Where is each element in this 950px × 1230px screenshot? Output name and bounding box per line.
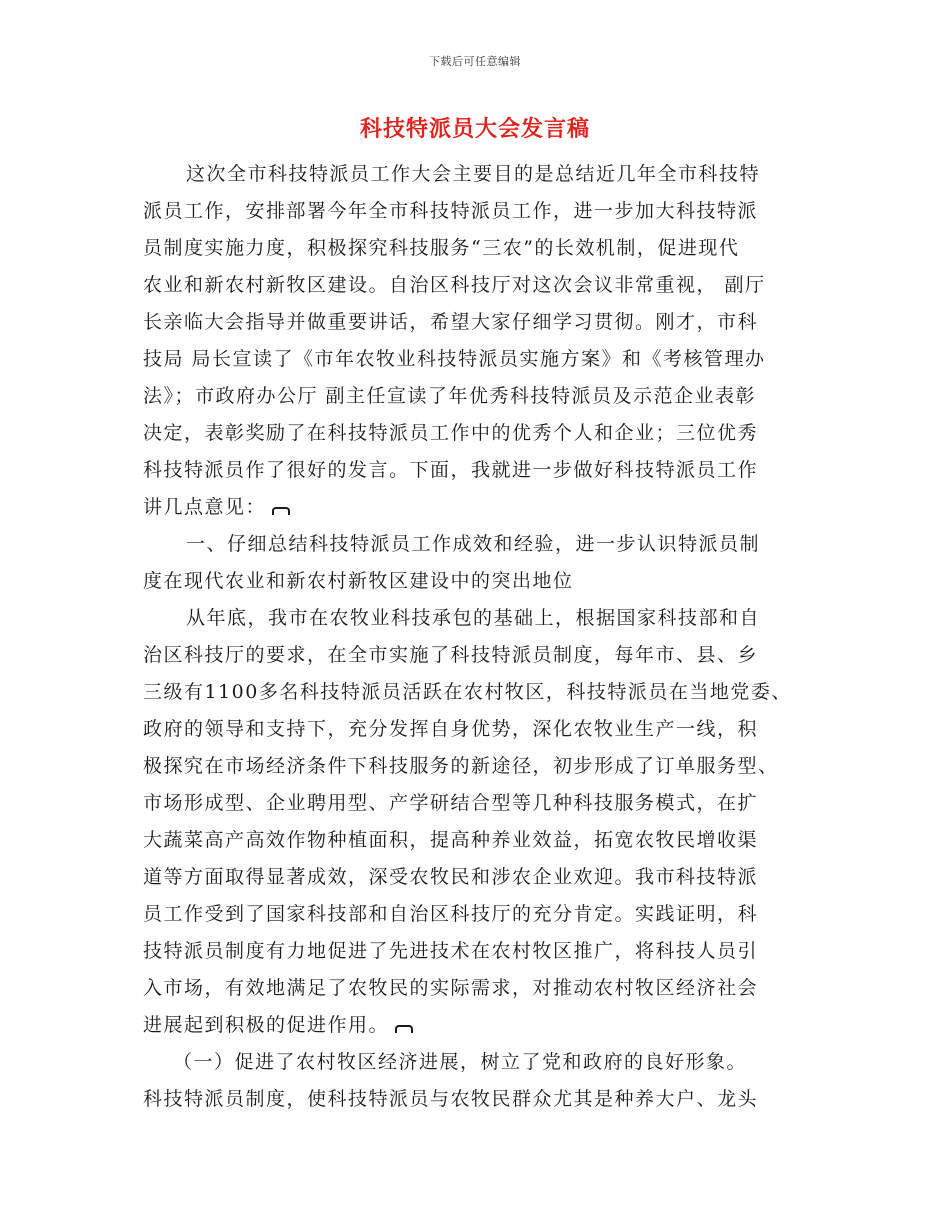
text-line: 员制度实施力度，积极探究科技服务“三农”的长效机制，促进现代 [143, 237, 740, 259]
text-line: 决定，表彰奖励了在科技特派员工作中的优秀个人和企业；三位优秀 [143, 422, 759, 444]
paragraph-return-mark-icon [395, 1025, 413, 1033]
text-line: 员工作受到了国家科技部和自治区科技厅的充分肯定。实践证明，科 [143, 903, 759, 925]
text-line: 治区科技厅的要求，在全市实施了科技特派员制度，每年市、县、乡 [143, 644, 759, 666]
document-title: 科技特派员大会发言稿 [359, 116, 590, 142]
text-line: 讲几点意见： [143, 496, 267, 518]
text-line: 技局 局长宣读了《市年农牧业科技特派员实施方案》和《考核管理办 [143, 348, 766, 370]
text-line: 入市场，有效地满足了农牧民的实际需求，对推动农村牧区经济社会 [143, 977, 759, 999]
text-line-with-mark [143, 489, 808, 526]
text-line: 道等方面取得显著成效，深受农牧民和涉农企业欢迎。我市科技特派 [143, 866, 759, 888]
section-heading-line: 度在现代农业和新农村新牧区建设中的突出地位 [143, 570, 574, 592]
text-line: 派员工作，安排部署今年全市科技特派员工作，进一步加大科技特派 [143, 200, 759, 222]
text-line: 法》；市政府办公厅 副主任宣读了年优秀科技特派员及示范企业表彰 [143, 385, 757, 407]
paragraph-return-mark-icon [272, 507, 290, 515]
text-line: 科技特派员作了很好的发言。下面，我就进一步做好科技特派员工作 [143, 459, 759, 481]
text-line: 技特派员制度有力地促进了先进技术在农村牧区推广，将科技人员引 [143, 940, 759, 962]
text-line: 市场形成型、企业聘用型、产学研结合型等几种科技服务模式，在扩 [143, 792, 759, 814]
page-header-note: 下载后可任意编辑 [429, 55, 521, 68]
text-line: 进展起到积极的促进作用。 [143, 1014, 390, 1036]
text-line: 政府的领导和支持下，充分发挥自身优势，深化农牧业生产一线，积 [143, 718, 759, 740]
section-heading-line: 一、仔细总结科技特派员工作成效和经验，进一步认识特派员制 [186, 533, 761, 555]
text-line: 农业和新农村新牧区建设。自治区科技厅对这次会议非常重视， 副厅 [143, 274, 766, 296]
text-line: 长亲临大会指导并做重要讲话，希望大家仔细学习贯彻。刚才，市科 [143, 311, 759, 333]
text-line: 三级有1100多名科技特派员活跃在农村牧区，科技特派员在当地党委、 [143, 681, 792, 703]
text-line: 这次全市科技特派员工作大会主要目的是总结近几年全市科技特 [186, 163, 761, 185]
text-line: 大蔬菜高产高效作物种植面积，提高种养业效益，拓宽农牧民增收渠 [143, 829, 759, 851]
document-body [143, 156, 808, 1118]
text-line: 极探究在市场经济条件下科技服务的新途径，初步形成了订单服务型、 [143, 755, 779, 777]
text-line-with-mark [143, 1007, 808, 1044]
text-line: 从年底，我市在农牧业科技承包的基础上，根据国家科技部和自 [186, 607, 761, 629]
subsection-heading-line: （一）促进了农村牧区经济进展，树立了党和政府的良好形象。 [173, 1051, 748, 1073]
text-line: 科技特派员制度，使科技特派员与农牧民群众尤其是种养大户、龙头 [143, 1088, 759, 1110]
